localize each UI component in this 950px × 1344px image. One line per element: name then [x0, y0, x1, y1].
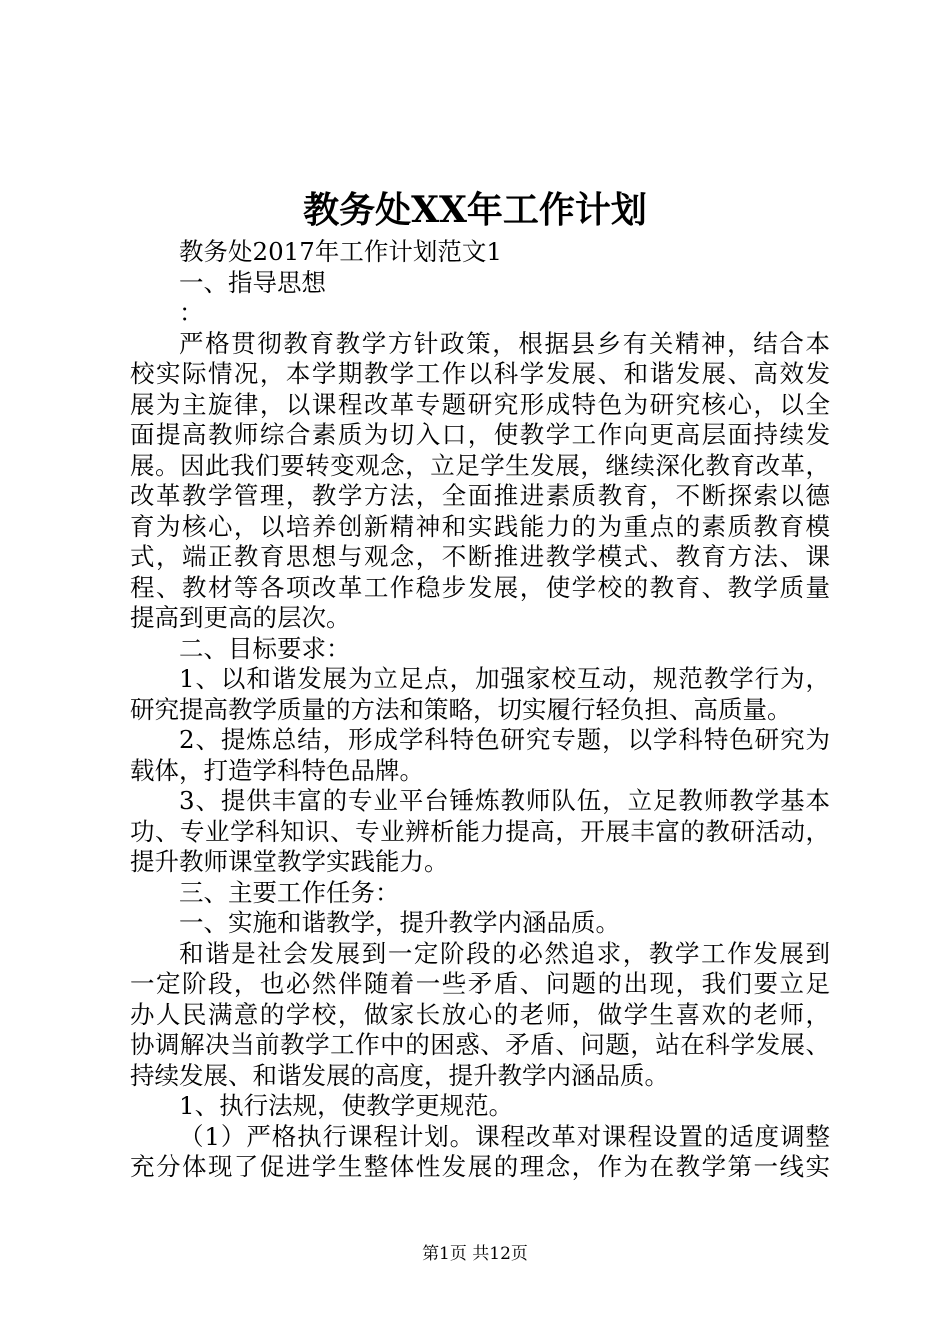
text-line: 和谐是社会发展到一定阶段的必然追求，教学工作发展到: [179, 938, 830, 968]
text-line: 一、指导思想: [179, 267, 326, 297]
text-line: 研究提高教学质量的方法和策略，切实履行轻负担、高质量。: [130, 694, 792, 724]
text-line: 二、目标要求：: [179, 633, 351, 663]
text-line: 协调解决当前教学工作中的困惑、矛盾、问题，站在科学发展、: [130, 1030, 830, 1059]
document-body: [130, 237, 830, 1183]
text-line: 严格贯彻教育教学方针政策，根据县乡有关精神，结合本: [179, 328, 830, 358]
text-line: 持续发展、和谐发展的高度，提升教学内涵品质。: [130, 1060, 669, 1090]
text-line: 程、教材等各项改革工作稳步发展，使学校的教育、教学质量: [130, 572, 830, 602]
text-line: 展为主旋律，以课程改革专题研究形成特色为研究核心，以全: [130, 389, 830, 419]
text-line: 一、实施和谐教学，提升教学内涵品质。: [179, 908, 620, 937]
text-line: 3、提供丰富的专业平台锤炼教师队伍，立足教师教学基本: [179, 786, 830, 815]
text-line: 面提高教师综合素质为切入口，使教学工作向更高层面持续发: [130, 420, 830, 449]
text-line: 展。因此我们要转变观念，立足学生发展，继续深化教育改革，: [130, 450, 830, 480]
text-line: 充分体现了促进学生整体性发展的理念，作为在教学第一线实: [130, 1152, 830, 1181]
page-footer: 第1页 共12页: [422, 1244, 528, 1264]
text-line: 校实际情况，本学期教学工作以科学发展、和谐发展、高效发: [130, 359, 830, 388]
text-line: 育为核心，以培养创新精神和实践能力的为重点的素质教育模: [130, 511, 830, 541]
text-line: 一定阶段，也必然伴随着一些矛盾、问题的出现，我们要立足: [130, 969, 830, 998]
text-line: 提高到更高的层次。: [130, 603, 351, 632]
text-line: 功、专业学科知识、专业辨析能力提高，开展丰富的教研活动，: [130, 816, 830, 846]
text-line: 载体，打造学科特色品牌。: [130, 755, 424, 785]
text-line: 办人民满意的学校，做家长放心的老师，做学生喜欢的老师，: [130, 999, 830, 1029]
text-line: 2、提炼总结，形成学科特色研究专题，以学科特色研究为: [179, 725, 830, 754]
document-title: 教务处XX年工作计划: [303, 189, 647, 231]
text-line: 式，端正教育思想与观念，不断推进教学模式、教育方法、课: [130, 542, 830, 571]
text-line: 教务处2017年工作计划范文1: [179, 237, 502, 266]
text-line: 提升教师课堂教学实践能力。: [130, 847, 449, 876]
text-line: 三、主要工作任务：: [179, 877, 400, 907]
text-line: 改革教学管理，教学方法，全面推进素质教育，不断探索以德: [130, 481, 830, 510]
text-line: 1、执行法规，使教学更规范。: [179, 1091, 514, 1120]
text-line: （1）严格执行课程计划。课程改革对课程设置的适度调整: [179, 1121, 830, 1151]
text-line: 1、以和谐发展为立足点，加强家校互动，规范教学行为，: [179, 664, 830, 693]
text-line: ：: [179, 298, 204, 327]
